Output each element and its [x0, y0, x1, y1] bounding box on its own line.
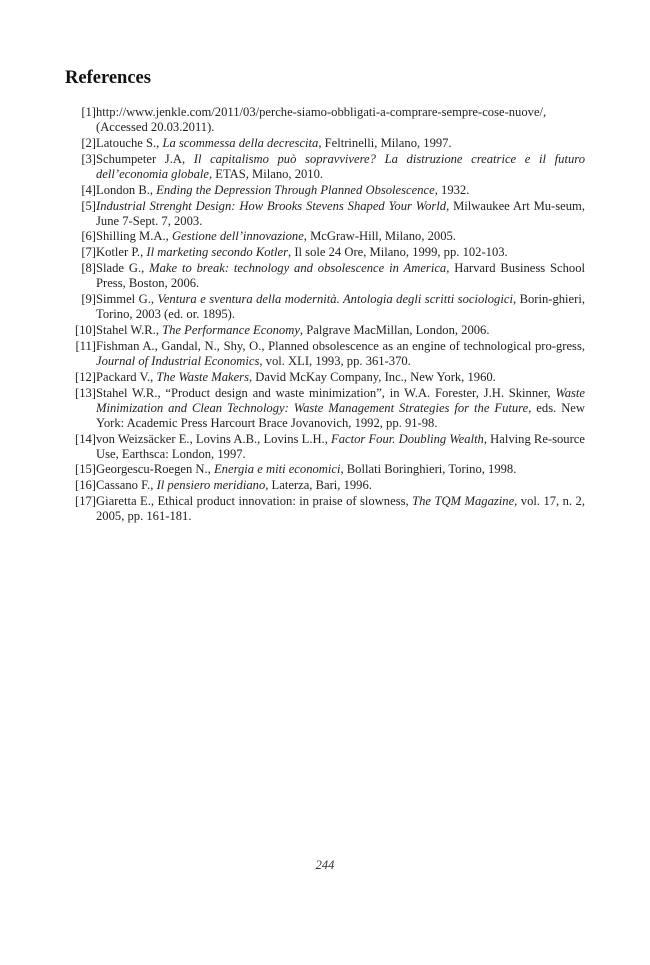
reference-segment: http://www.jenkle.com/2011/03/perche-siamo-obbligati-a-comprare-sempre-cose-nuove/, (Accessed 20.03.2011). — [96, 105, 547, 134]
reference-segment: Stahel W.R., “Product design and waste minimization”, in W.A. Forester, J.H. Skinner, — [96, 385, 556, 400]
reference-item — [64, 229, 585, 244]
reference-text — [96, 462, 585, 477]
reference-segment: Shilling M.A., — [96, 229, 172, 244]
reference-segment: Giaretta E., Ethical product innovation: in praise of slowness, — [96, 494, 413, 509]
reference-segment: , vol. 17, n. 2, 2005, pp. 161-181. — [96, 494, 586, 524]
reference-segment: Schumpeter J.A, — [96, 151, 194, 166]
reference-segment: London B., — [96, 182, 157, 197]
page-number: 244 — [315, 858, 335, 872]
reference-segment: , Halving Re-source Use, Earthsca: London, 1997. — [96, 431, 585, 461]
reference-title: The Waste Makers — [156, 369, 249, 384]
reference-title: Ending the Depression Through Planned Obsolescence — [156, 182, 435, 197]
reference-title: The TQM Magazine — [412, 494, 515, 509]
reference-number: [7] — [81, 245, 96, 260]
reference-segment: , Il sole 24 Ore, Milano, 1999, pp. 102-103. — [288, 245, 508, 260]
reference-number: [4] — [81, 182, 96, 197]
reference-segment: , Laterza, Bari, 1996. — [265, 478, 372, 493]
reference-text — [96, 432, 585, 462]
reference-item — [64, 370, 585, 385]
reference-number: [10] — [75, 323, 96, 338]
reference-item — [64, 432, 585, 462]
reference-text — [96, 386, 585, 431]
reference-number: [15] — [75, 462, 96, 477]
reference-title: Journal of Industrial Economics — [96, 353, 260, 368]
reference-text — [96, 494, 585, 524]
reference-item — [64, 494, 585, 524]
reference-segment: , eds. New York: Academic Press Harcourt Brace Jovanovich, 1992, pp. 91-98. — [96, 400, 585, 430]
reference-text — [96, 199, 585, 229]
section-heading: References — [65, 68, 151, 88]
reference-segment: Simmel G., — [96, 292, 158, 307]
reference-number: [14] — [75, 431, 96, 446]
reference-segment: , vol. XLI, 1993, pp. 361-370. — [259, 353, 411, 368]
reference-item — [64, 183, 585, 198]
reference-item — [64, 136, 585, 151]
reference-title: Il marketing secondo Kotler — [146, 245, 289, 260]
reference-segment: , Borin-ghieri, Torino, 2003 (ed. or. 1895). — [96, 292, 585, 322]
reference-text — [96, 323, 585, 338]
reference-segment: Georgescu-Roegen N., — [96, 462, 214, 477]
reference-text — [96, 152, 585, 182]
reference-number: [9] — [81, 292, 96, 307]
reference-item — [64, 462, 585, 477]
reference-title: Ventura e sventura della modernità. Antologia degli scritti sociologici — [157, 292, 513, 307]
reference-item — [64, 292, 585, 322]
reference-text — [96, 245, 585, 260]
reference-segment: Packard V., — [96, 369, 157, 384]
reference-title: Factor Four. Doubling Wealth — [331, 431, 484, 446]
reference-text — [96, 339, 585, 369]
reference-text — [96, 136, 585, 151]
reference-number: [5] — [81, 198, 96, 213]
reference-number: [13] — [75, 385, 96, 400]
reference-title: Industrial Strenght Design: How Brooks Stevens Shaped Your World — [96, 198, 447, 213]
reference-item — [64, 323, 585, 338]
reference-segment: , Bollati Boringhieri, Torino, 1998. — [340, 462, 517, 477]
reference-title: Waste Minimization and Clean Technology: Waste Management Strategies for the Future — [96, 385, 585, 415]
reference-item — [64, 339, 585, 369]
reference-text — [96, 292, 585, 322]
reference-segment: Slade G., — [96, 261, 150, 276]
reference-text — [96, 370, 585, 385]
reference-text — [96, 478, 585, 493]
reference-number: [3] — [81, 151, 96, 166]
reference-item — [64, 261, 585, 291]
reference-number: [2] — [81, 135, 96, 150]
reference-title: Gestione dell’innovazione — [171, 229, 304, 244]
reference-segment: Fishman A., Gandal, N., Shy, O., Planned obsolescence as an engine of technological pro-gress, — [96, 338, 585, 353]
reference-title: Make to break: technology and obsolescence in America — [149, 261, 447, 276]
reference-segment: , Milwaukee Art Mu-seum, June 7-Sept. 7, 2003. — [96, 198, 585, 228]
reference-title: Energia e miti economici — [213, 462, 341, 477]
reference-segment: , ETAS, Milano, 2010. — [208, 166, 324, 181]
reference-segment: , Feltrinelli, Milano, 1997. — [318, 135, 452, 150]
reference-item — [64, 386, 585, 431]
reference-title: The Performance Economy — [162, 323, 300, 338]
reference-number: [8] — [81, 261, 96, 276]
reference-segment: Kotler P., — [96, 245, 147, 260]
reference-number: [6] — [81, 229, 96, 244]
reference-segment: , Palgrave MacMillan, London, 2006. — [299, 323, 490, 338]
reference-number: [17] — [75, 494, 96, 509]
reference-segment: Latouche S., — [96, 135, 163, 150]
reference-segment: , Harvard Business School Press, Boston, 2006. — [96, 261, 586, 291]
reference-number: [1] — [81, 105, 96, 119]
reference-segment: Cassano F., — [96, 478, 157, 493]
reference-item — [64, 478, 585, 493]
reference-list — [64, 105, 585, 525]
reference-text — [96, 261, 585, 291]
reference-number: [16] — [75, 478, 96, 493]
reference-title: Il capitalismo può sopravvivere? La distruzione creatrice e il futuro dell’economia globale — [96, 151, 585, 181]
reference-segment: Stahel W.R., — [96, 323, 163, 338]
reference-title: La scommessa della decrescita — [162, 135, 319, 150]
reference-item — [64, 105, 585, 135]
reference-item — [64, 245, 585, 260]
reference-text — [96, 105, 585, 135]
reference-number: [11] — [75, 338, 96, 353]
reference-item — [64, 152, 585, 182]
reference-number: [12] — [75, 369, 96, 384]
reference-segment: , David McKay Company, Inc., New York, 1960. — [248, 369, 496, 384]
reference-segment: von Weizsäcker E., Lovins A.B., Lovins L.H., — [96, 431, 332, 446]
reference-title: Il pensiero meridiano — [156, 478, 266, 493]
reference-segment: , 1932. — [434, 182, 470, 197]
reference-item — [64, 199, 585, 229]
reference-segment: , McGraw-Hill, Milano, 2005. — [303, 229, 456, 244]
reference-text — [96, 229, 585, 244]
reference-text — [96, 183, 585, 198]
